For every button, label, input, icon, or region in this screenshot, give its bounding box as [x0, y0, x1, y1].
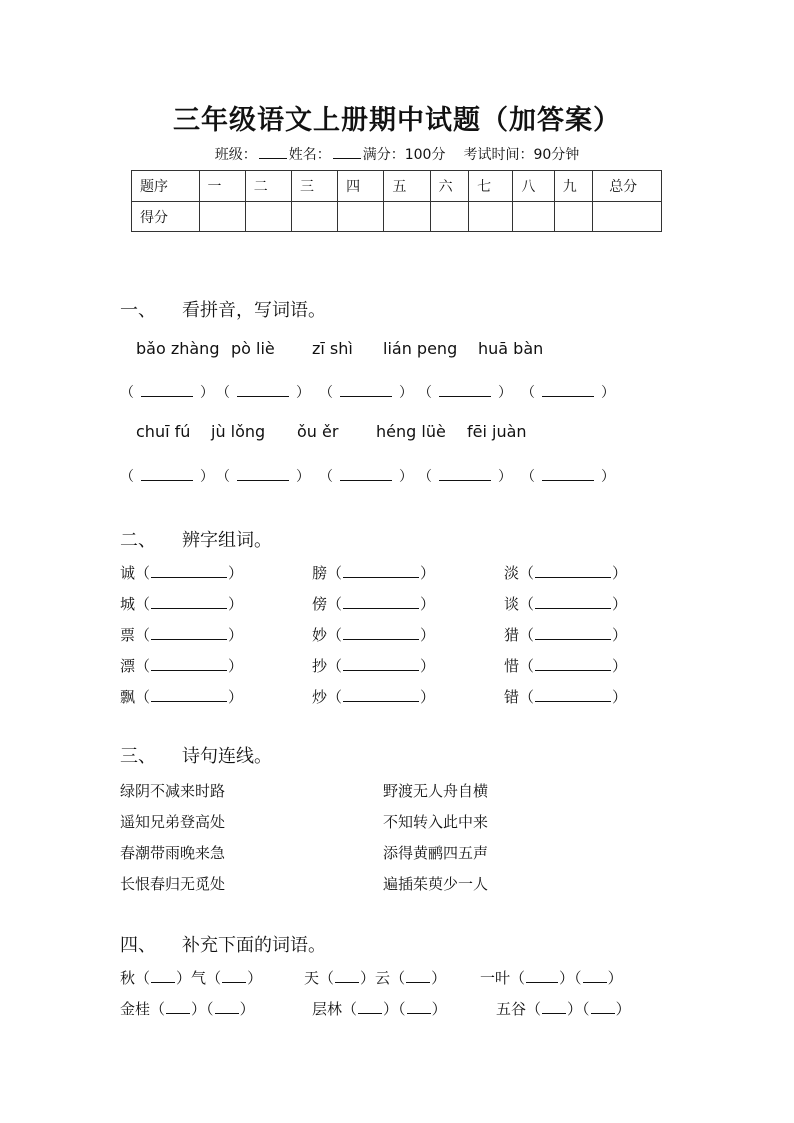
- pinyin-item: fēi juàn: [467, 422, 527, 441]
- score-cell[interactable]: [384, 202, 430, 232]
- section-heading: [120, 931, 326, 957]
- name-label: 姓名：: [288, 147, 331, 163]
- answer-blank[interactable]: （ ）: [418, 385, 512, 401]
- exam-time: 考试时间：90分钟: [463, 147, 580, 163]
- answer-blank[interactable]: （ ）: [319, 469, 413, 485]
- pinyin-item: bǎo zhàng: [136, 339, 220, 358]
- poem-left-line[interactable]: 长恨春归无觅处: [120, 875, 226, 893]
- score-cell[interactable]: [469, 202, 513, 232]
- header-cell: 五: [384, 171, 430, 202]
- header-cell: 三: [291, 171, 337, 202]
- bianzi-item[interactable]: 漂（ ）: [120, 657, 244, 675]
- score-cell[interactable]: [199, 202, 245, 232]
- poem-right-line[interactable]: 添得黄鹂四五声: [383, 844, 489, 862]
- pinyin-item: héng lüè: [376, 422, 446, 441]
- score-cell[interactable]: [554, 202, 592, 232]
- pinyin-item: ǒu ěr: [297, 422, 339, 441]
- score-cell[interactable]: [513, 202, 554, 232]
- header-cell: 四: [338, 171, 384, 202]
- bianzi-item[interactable]: 猎（ ）: [504, 626, 628, 644]
- header-cell: 六: [430, 171, 468, 202]
- answer-blank[interactable]: （ ）: [120, 385, 214, 401]
- score-cell[interactable]: [593, 202, 662, 232]
- bianzi-item[interactable]: 票（ ）: [120, 626, 244, 644]
- score-row-label: 得分: [132, 202, 200, 232]
- full-score: 满分：100分: [362, 147, 446, 163]
- pinyin-item: pò liè: [231, 339, 275, 358]
- bianzi-item[interactable]: 诚（ ）: [120, 564, 244, 582]
- score-table: [131, 170, 662, 232]
- score-cell[interactable]: [430, 202, 468, 232]
- answer-blank[interactable]: （ ）: [319, 385, 413, 401]
- pinyin-item: jù lǒng: [211, 422, 266, 441]
- section-number: 一、: [120, 300, 156, 321]
- poem-right-line[interactable]: 不知转入此中来: [383, 813, 489, 831]
- name-blank[interactable]: [333, 146, 361, 159]
- word-fill-item[interactable]: 一叶（ ）（ ）: [480, 969, 623, 987]
- bianzi-item[interactable]: 错（ ）: [504, 688, 628, 706]
- score-cell[interactable]: [338, 202, 384, 232]
- section-title: 辨字组词。: [182, 530, 272, 551]
- header-cell: 九: [554, 171, 592, 202]
- header-cell: 七: [469, 171, 513, 202]
- header-cell: 二: [245, 171, 291, 202]
- word-fill-item[interactable]: 层林（ ）（ ）: [312, 1000, 447, 1018]
- section-heading: [120, 296, 326, 322]
- header-cell: 一: [199, 171, 245, 202]
- page-title: 三年级语文上册期中试题（加答案）: [173, 105, 621, 136]
- poem-right-line[interactable]: 遍插茱萸少一人: [383, 875, 489, 893]
- bianzi-item[interactable]: 抄（ ）: [312, 657, 436, 675]
- pinyin-item: lián peng: [383, 339, 458, 358]
- pinyin-item: chuī fú: [136, 422, 191, 441]
- answer-blank[interactable]: （ ）: [521, 385, 615, 401]
- poem-right-line[interactable]: 野渡无人舟自横: [383, 782, 489, 800]
- header-cell: 八: [513, 171, 554, 202]
- poem-left-line[interactable]: 绿阴不减来时路: [120, 782, 226, 800]
- section-number: 四、: [120, 935, 156, 956]
- answer-blank[interactable]: （ ）: [521, 469, 615, 485]
- word-fill-item[interactable]: 秋（ ）气（ ）: [120, 969, 263, 987]
- section-title: 补充下面的词语。: [182, 935, 326, 956]
- score-cell[interactable]: [245, 202, 291, 232]
- bianzi-item[interactable]: 城（ ）: [120, 595, 244, 613]
- bianzi-item[interactable]: 谈（ ）: [504, 595, 628, 613]
- class-blank[interactable]: [259, 146, 287, 159]
- header-cell: 题序: [132, 171, 200, 202]
- bianzi-item[interactable]: 妙（ ）: [312, 626, 436, 644]
- section-number: 三、: [120, 746, 156, 767]
- word-fill-item[interactable]: 天（ ）云（ ）: [304, 969, 447, 987]
- exam-info: [0, 144, 794, 164]
- answer-blank[interactable]: （ ）: [216, 469, 310, 485]
- bianzi-item[interactable]: 惜（ ）: [504, 657, 628, 675]
- answer-blank[interactable]: （ ）: [120, 469, 214, 485]
- score-table-header-row: [132, 171, 662, 202]
- answer-blank[interactable]: （ ）: [216, 385, 310, 401]
- section-number: 二、: [120, 530, 156, 551]
- bianzi-item[interactable]: 炒（ ）: [312, 688, 436, 706]
- section-title: 诗句连线。: [182, 746, 272, 767]
- header-cell: 总分: [593, 171, 662, 202]
- word-fill-item[interactable]: 五谷（ ）（ ）: [496, 1000, 631, 1018]
- section-title: 看拼音，写词语。: [182, 300, 326, 321]
- bianzi-item[interactable]: 淡（ ）: [504, 564, 628, 582]
- bianzi-item[interactable]: 膀（ ）: [312, 564, 436, 582]
- word-fill-item[interactable]: 金桂（ ）（ ）: [120, 1000, 255, 1018]
- section-heading: [120, 742, 272, 768]
- poem-left-line[interactable]: 遥知兄弟登高处: [120, 813, 226, 831]
- poem-left-line[interactable]: 春潮带雨晚来急: [120, 844, 226, 862]
- class-label: 班级：: [214, 147, 257, 163]
- bianzi-item[interactable]: 飘（ ）: [120, 688, 244, 706]
- section-heading: [120, 526, 272, 552]
- score-table-score-row: [132, 202, 662, 232]
- pinyin-item: huā bàn: [478, 339, 544, 358]
- bianzi-item[interactable]: 傍（ ）: [312, 595, 436, 613]
- score-cell[interactable]: [291, 202, 337, 232]
- answer-blank[interactable]: （ ）: [418, 469, 512, 485]
- pinyin-item: zī shì: [312, 339, 353, 358]
